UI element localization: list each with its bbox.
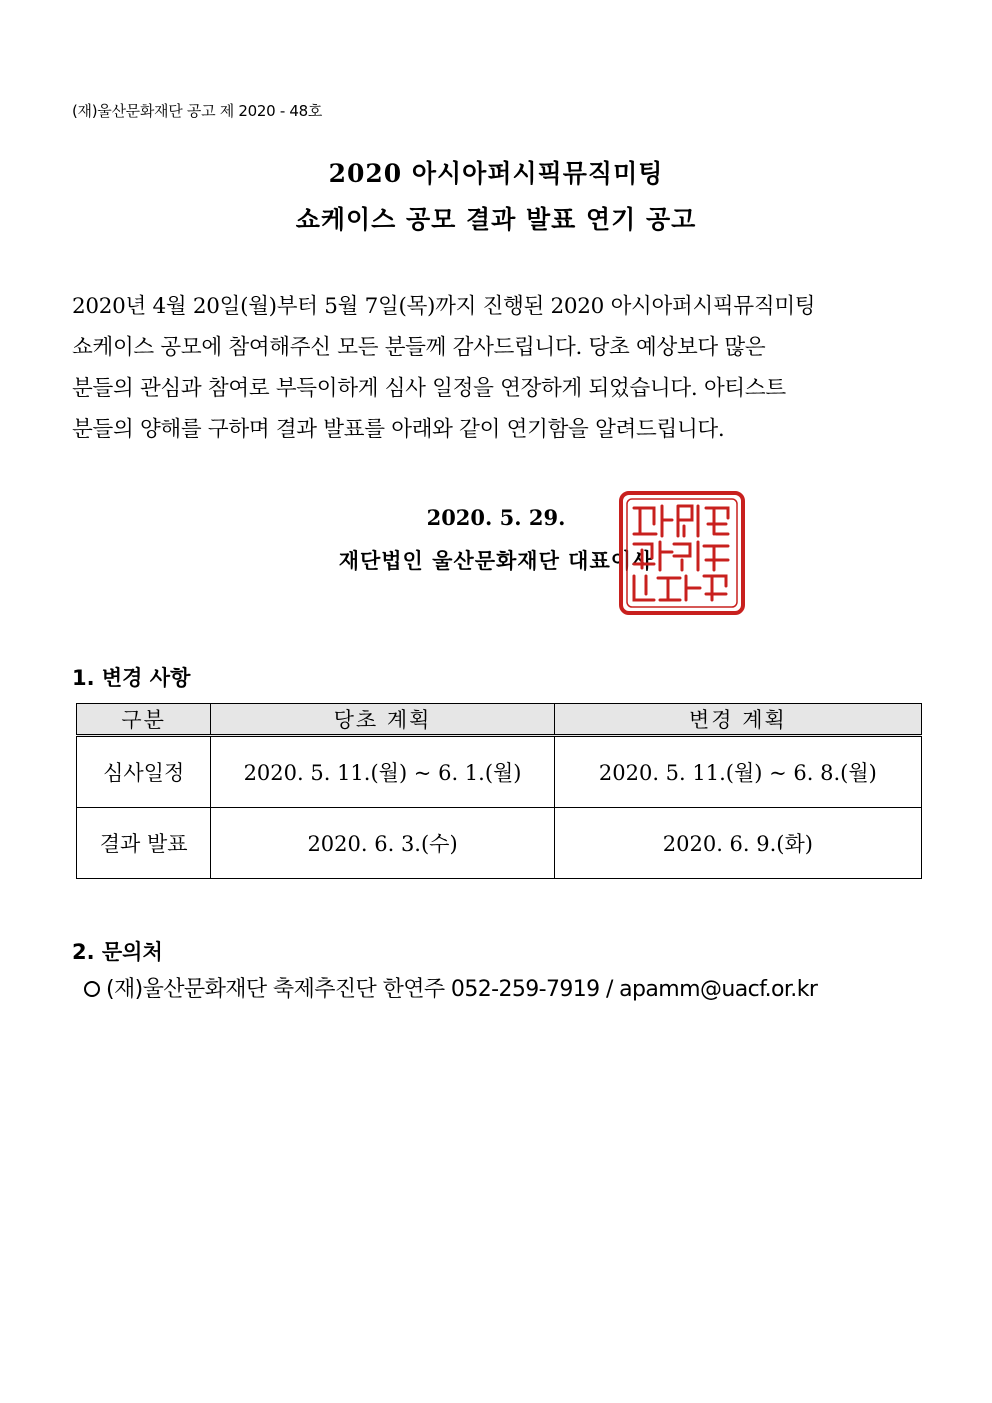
signer-name: 재단법인 울산문화재단 대표이사 <box>338 548 654 573</box>
notice-number: (재)울산문화재단 공고 제 2020 - 48호 <box>72 102 323 120</box>
table-row <box>77 736 922 808</box>
table-cell-category: 결과 발표 <box>77 808 211 879</box>
table-cell-original: 2020. 6. 3.(수) <box>211 808 554 879</box>
body-line: 분들의 양해를 구하며 결과 발표를 아래와 같이 연기함을 알려드립니다. <box>72 417 725 442</box>
body-line: 분들의 관심과 참여로 부득이하게 심사 일정을 연장하게 되었습니다. 아티스트 <box>72 376 786 401</box>
table-header-category: 구분 <box>77 704 211 736</box>
table-cell-original: 2020. 5. 11.(월) ~ 6. 1.(월) <box>211 736 554 808</box>
table-cell-revised: 2020. 5. 11.(월) ~ 6. 8.(월) <box>554 736 921 808</box>
contact-line <box>84 972 817 1003</box>
table-row <box>77 808 922 879</box>
section-heading-contact: 2. 문의처 <box>72 940 163 964</box>
table-cell-revised: 2020. 6. 9.(화) <box>554 808 921 879</box>
page-title-line-1: 2020 아시아퍼시픽뮤직미팅 <box>328 159 664 188</box>
contact-info: (재)울산문화재단 축제추진단 한연주 052-259-7919 / apamm@uacf.or.kr <box>106 977 818 1002</box>
body-line: 2020년 4월 20일(월)부터 5월 7일(목)까지 진행된 2020 아시아퍼시픽뮤직미팅 <box>72 294 816 319</box>
seal-glyphs <box>634 506 728 600</box>
body-line: 쇼케이스 공모에 참여해주신 모든 분들께 감사드립니다. 당초 예상보다 많은 <box>72 335 766 360</box>
table-header-row <box>77 704 922 736</box>
section-heading-changes: 1. 변경 사항 <box>72 666 191 690</box>
table-cell-category: 심사일정 <box>77 736 211 808</box>
official-seal-stamp <box>618 490 746 616</box>
table-header-revised-plan: 변경 계획 <box>554 704 921 736</box>
page-title-line-2: 쇼케이스 공모 결과 발표 연기 공고 <box>295 205 697 234</box>
table-header-original-plan: 당초 계획 <box>211 704 554 736</box>
notice-body <box>72 286 922 450</box>
circle-bullet-icon <box>84 981 100 997</box>
notice-date: 2020. 5. 29. <box>426 505 566 530</box>
changes-table <box>76 703 922 879</box>
